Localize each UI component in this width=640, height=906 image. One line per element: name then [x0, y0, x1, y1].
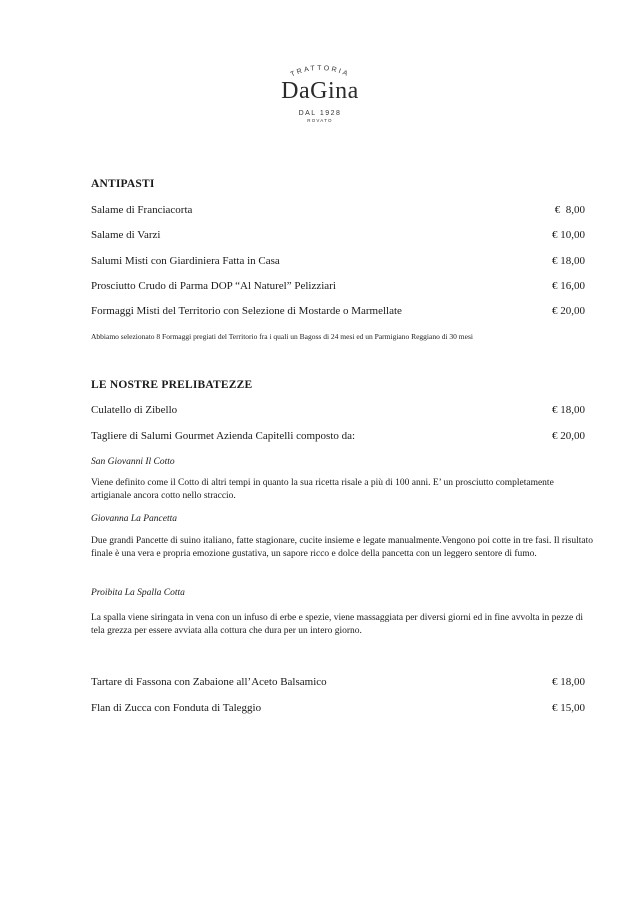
menu-item-price: € 15,00 [552, 702, 585, 714]
menu-item [91, 430, 585, 442]
section-title-antipasti: ANTIPASTI [91, 178, 155, 190]
svg-text:TRATTORIA [290, 65, 351, 78]
logo-name: DaGina [281, 78, 359, 104]
menu-item-price: € 20,00 [552, 305, 585, 317]
menu-item-price: € 20,00 [552, 430, 585, 442]
menu-item [91, 280, 585, 292]
menu-item-name: Formaggi Misti del Territorio con Selezione di Mostarde o Marmellate [91, 305, 402, 317]
salume-description: Due grandi Pancette di suino italiano, fatte stagionare, cucite insieme e legate manualmente.Vengono poi cotte in tre fasi. Il risultato finale è una vera e propria emozione gustativa, un sapore ricco e dolce della pancetta con un leggero sentore di fumo. [91, 536, 594, 559]
menu-item [91, 204, 585, 216]
salume-description: La spalla viene siringata in vena con un infuso di erbe e spezie, viene massaggiata per diversi giorni ed in fine avvolta in pezze di tela grezza per essere avviata alla cottura che dura per un intero giorno. [91, 613, 583, 636]
logo-town: ROVATO [307, 118, 333, 123]
menu-item-name: Flan di Zucca con Fonduta di Taleggio [91, 702, 262, 714]
salume-subtitle: Giovanna La Pancetta [91, 514, 178, 524]
menu-item-name: Salame di Varzi [91, 229, 161, 241]
menu-item-price: € 8,00 [554, 204, 585, 216]
section-title-prelibatezze: LE NOSTRE PRELIBATEZZE [91, 379, 253, 391]
menu-item-name: Tagliere di Salumi Gourmet Azienda Capitelli composto da: [91, 430, 356, 442]
logo-since: DAL 1928 [298, 110, 342, 117]
salume-subtitle: San Giovanni Il Cotto [91, 457, 175, 467]
menu-item-price: € 18,00 [552, 404, 585, 416]
menu-item [91, 676, 585, 688]
menu-item [91, 404, 585, 416]
menu-item-name: Salame di Franciacorta [91, 204, 193, 216]
menu-item-price: € 18,00 [552, 255, 585, 267]
menu-item [91, 702, 585, 714]
logo-arc-text: TRATTORIA [289, 64, 351, 79]
menu-item-price: € 16,00 [552, 280, 585, 292]
menu-item-name: Prosciutto Crudo di Parma DOP “Al Naturel” Pelizziari [91, 280, 336, 292]
menu-item [91, 305, 585, 317]
salume-subtitle: Proibita La Spalla Cotta [91, 588, 185, 598]
salume-description: Viene definito come il Cotto di altri tempi in quanto la sua ricetta risale a più di 100 anni. E’ un prosciutto completamente artigianale ancora cotto nello straccio. [91, 478, 554, 501]
menu-item-name: Salumi Misti con Giardiniera Fatta in Casa [91, 255, 280, 267]
menu-item-name: Culatello di Zibello [91, 404, 178, 416]
menu-item [91, 229, 585, 241]
menu-item-price: € 10,00 [552, 229, 585, 241]
cheese-note: Abbiamo selezionato 8 Formaggi pregiati del Territorio fra i quali un Bagoss di 24 mesi ed un Parmigiano Reggiano di 30 mesi [91, 332, 473, 341]
restaurant-logo [0, 62, 640, 123]
menu-item [91, 255, 585, 267]
menu-item-price: € 18,00 [552, 676, 585, 688]
menu-item-name: Tartare di Fassona con Zabaione all’Aceto Balsamico [91, 676, 327, 688]
